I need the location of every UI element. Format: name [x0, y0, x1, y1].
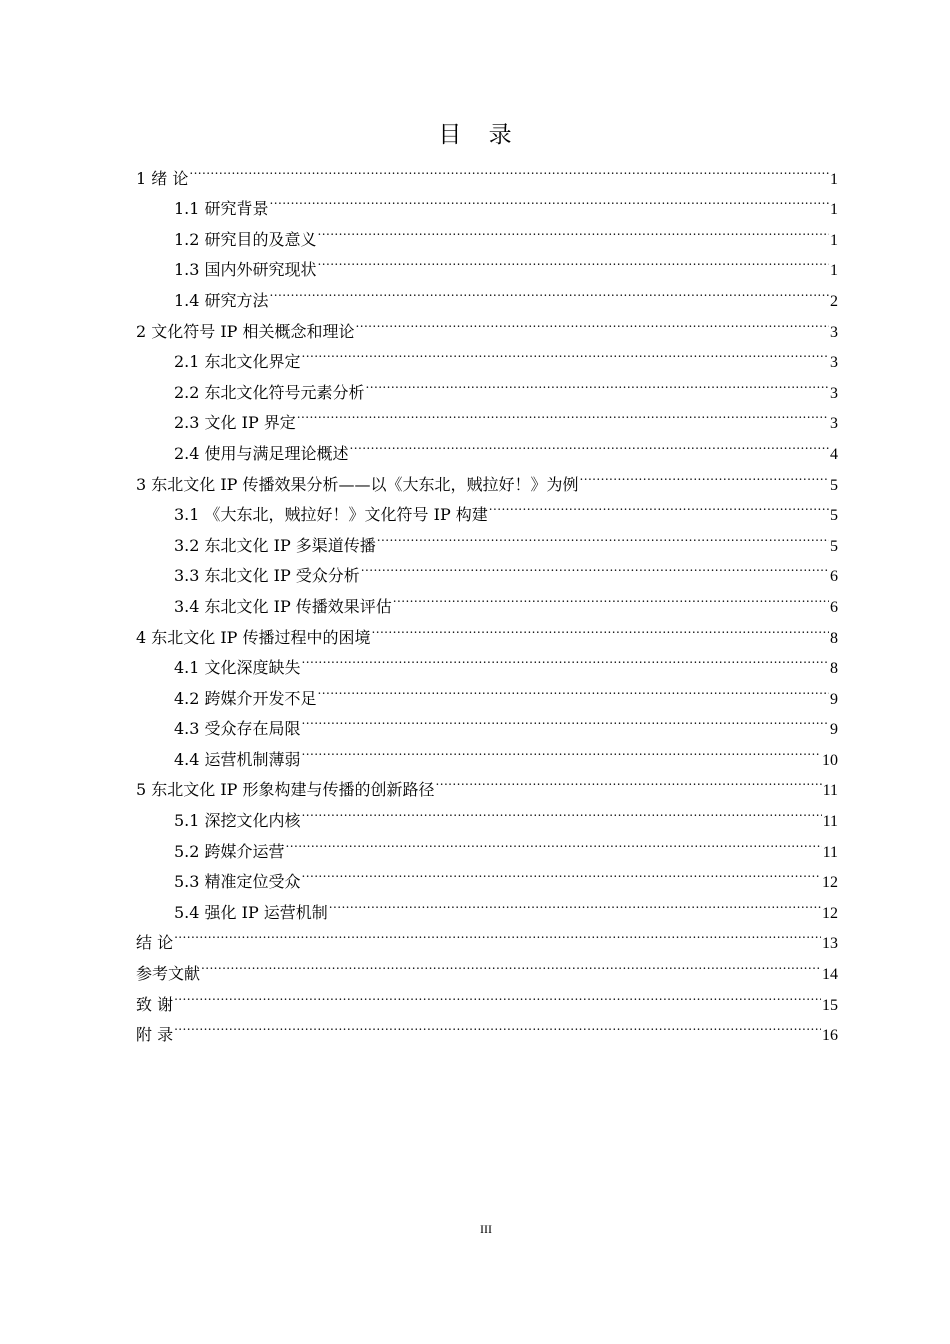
toc-entry-page: 6: [830, 568, 838, 586]
toc-entry-page: 9: [830, 721, 838, 739]
toc-leader-dots: [489, 490, 829, 521]
toc-entry-page: 11: [822, 813, 838, 831]
toc-leader-dots: [297, 398, 829, 429]
toc-entry-page: 5: [830, 507, 838, 525]
toc-entry-page: 3: [830, 415, 838, 433]
toc-leader-dots: [350, 428, 829, 459]
toc-leader-dots: [286, 826, 822, 857]
toc-entry-title: 2.3 文化 IP 界定: [174, 413, 296, 433]
toc-entry-page: 11: [822, 782, 838, 800]
toc-entry-page: 6: [830, 598, 838, 616]
toc-entry-title: 1 绪 论: [136, 168, 189, 188]
toc-entry-page: 10: [822, 751, 838, 769]
toc-entry-title: 5.2 跨媒介运营: [174, 841, 285, 861]
toc-entry[interactable]: [136, 153, 838, 188]
toc-entry-title: 5.1 深挖文化内核: [174, 811, 301, 831]
toc-entry-page: 5: [830, 476, 838, 494]
toc-leader-dots: [356, 306, 829, 337]
toc-leader-dots: [302, 704, 829, 735]
toc-entry[interactable]: [136, 948, 838, 984]
toc-entry-title: 3.3 东北文化 IP 受众分析: [174, 566, 360, 586]
toc-entry[interactable]: [136, 918, 838, 953]
toc-entry[interactable]: [136, 979, 838, 1014]
toc-entry-title: 4.3 受众存在局限: [174, 719, 301, 739]
toc-entry-title: 3 东北文化 IP 传播效果分析——以《大东北，贼拉好！》为例: [136, 474, 579, 494]
toc-entry-page: 3: [830, 384, 838, 402]
page-number: III: [480, 1222, 492, 1236]
toc-entry-page: 4: [830, 445, 838, 463]
toc-leader-dots: [318, 673, 829, 704]
toc-entry-page: 1: [830, 170, 838, 188]
toc-entry-page: 8: [830, 629, 838, 647]
toc-entry-title: 1.2 研究目的及意义: [174, 229, 317, 249]
toc-leader-dots: [302, 795, 822, 826]
toc-entry-title: 5 东北文化 IP 形象构建与传播的创新路径: [136, 780, 435, 800]
toc-leader-dots: [270, 184, 829, 215]
toc-leader-dots: [377, 520, 829, 551]
toc-entry-page: 9: [830, 690, 838, 708]
toc-leader-dots: [302, 337, 829, 368]
toc-leader-dots: [361, 551, 829, 582]
toc-leader-dots: [189, 153, 829, 184]
toc-entry-page: 1: [830, 201, 838, 219]
toc-leader-dots: [393, 581, 829, 612]
toc-entry[interactable]: [136, 1010, 838, 1045]
toc-leader-dots: [318, 245, 829, 276]
toc-entry-title: 3.1 《大东北，贼拉好！》文化符号 IP 构建: [174, 505, 488, 525]
toc-leader-dots: [174, 1010, 821, 1041]
toc-leader-dots: [302, 857, 821, 888]
toc-leader-dots: [201, 948, 821, 979]
toc-leader-dots: [580, 459, 829, 490]
toc-entry-title: 结 论: [136, 933, 174, 953]
toc-leader-dots: [174, 918, 821, 949]
toc-entry-title: 3.4 东北文化 IP 传播效果评估: [174, 596, 392, 616]
toc-leader-dots: [270, 275, 829, 306]
toc-entry-title: 1.1 研究背景: [174, 199, 269, 219]
toc-entry-page: 3: [830, 354, 838, 372]
toc-entry-page: 2: [830, 292, 838, 310]
toc-entry[interactable]: [136, 184, 838, 219]
toc-entry-page: 15: [822, 996, 838, 1014]
toc-entry-title: 1.4 研究方法: [174, 290, 269, 310]
toc-leader-dots: [318, 214, 829, 245]
toc-entry-page: 3: [830, 323, 838, 341]
toc-entry-title: 2.2 东北文化符号元素分析: [174, 382, 365, 402]
toc-entry-title: 1.3 国内外研究现状: [174, 260, 317, 280]
toc-entry-title: 4.2 跨媒介开发不足: [174, 688, 317, 708]
toc-entry-title: 2.1 东北文化界定: [174, 352, 301, 372]
toc-entry-page: 13: [822, 935, 838, 953]
toc-leader-dots: [302, 734, 821, 765]
toc-entry-page: 14: [822, 966, 838, 984]
toc-entry-title: 5.3 精准定位受众: [174, 872, 301, 892]
toc-entry-page: 12: [822, 874, 838, 892]
toc-entry-page: 1: [830, 231, 838, 249]
toc-entry-page: 1: [830, 262, 838, 280]
toc-entry-title: 3.2 东北文化 IP 多渠道传播: [174, 535, 376, 555]
page-title: 目 录: [438, 122, 522, 148]
toc-entry-page: 5: [830, 537, 838, 555]
table-of-contents: [136, 153, 838, 1045]
toc-entry-page: 8: [830, 660, 838, 678]
toc-leader-dots: [174, 979, 821, 1010]
toc-entry-title: 参考文献: [136, 964, 201, 984]
toc-entry-title: 2 文化符号 IP 相关概念和理论: [136, 321, 355, 341]
toc-entry-page: 16: [822, 1027, 838, 1045]
toc-entry-title: 附 录: [136, 1025, 174, 1045]
toc-entry-title: 4.1 文化深度缺失: [174, 658, 301, 678]
toc-leader-dots: [329, 887, 821, 918]
toc-entry-title: 5.4 强化 IP 运营机制: [174, 902, 328, 922]
toc-entry-title: 致 谢: [136, 994, 174, 1014]
toc-entry-title: 2.4 使用与满足理论概述: [174, 443, 349, 463]
toc-leader-dots: [372, 612, 829, 643]
toc-entry-page: 12: [822, 904, 838, 922]
toc-leader-dots: [302, 643, 829, 674]
toc-entry-page: 11: [822, 843, 838, 861]
toc-leader-dots: [436, 765, 822, 796]
toc-entry-title: 4.4 运营机制薄弱: [174, 749, 301, 769]
toc-leader-dots: [366, 367, 829, 398]
toc-entry-title: 4 东北文化 IP 传播过程中的困境: [136, 627, 371, 647]
